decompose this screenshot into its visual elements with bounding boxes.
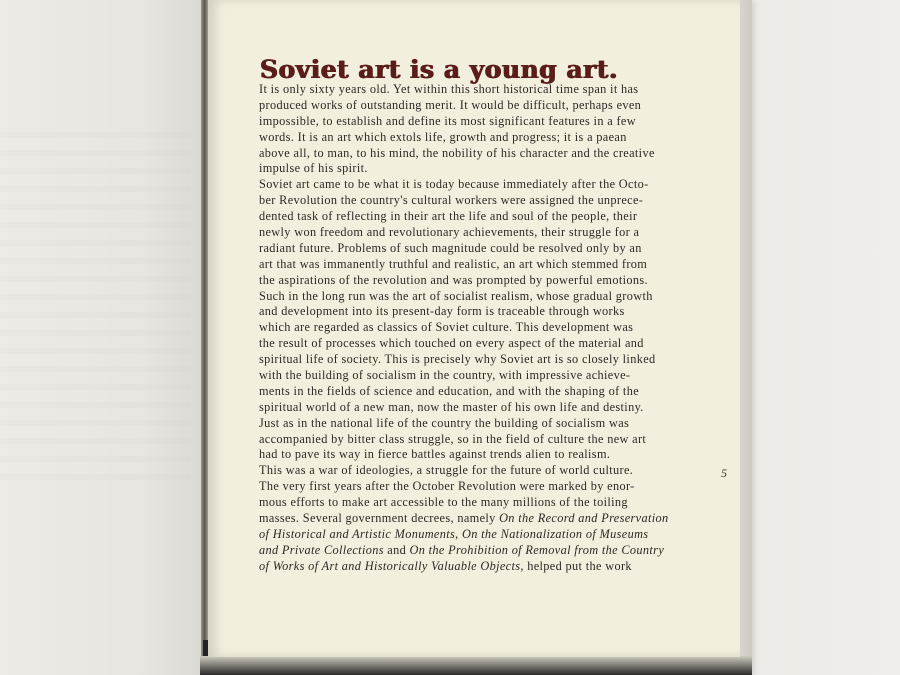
text-segment: and	[383, 542, 410, 557]
text-line: spiritual life of society. This is precisely why Soviet art is so closely linked	[259, 352, 656, 367]
text-line: This was a war of ideologies, a struggle for the future of world culture.	[259, 463, 634, 478]
text-segment: ,	[455, 526, 462, 541]
left-page	[0, 0, 210, 675]
text-line: above all, to man, to his mind, the nobility of his character and the creative	[259, 145, 655, 160]
text-line: ber Revolution the country's cultural workers were assigned the unprece-	[259, 193, 644, 208]
text-line: newly won freedom and revolutionary achievements, their struggle for a	[259, 225, 640, 240]
text-line: the result of processes which touched on every aspect of the material and	[259, 336, 644, 351]
page-stack-edge	[740, 0, 752, 675]
decree-title: and Private Collections	[259, 542, 384, 557]
book-bottom-edge	[200, 656, 752, 675]
text-line: Soviet art came to be what it is today because immediately after the Octo-	[259, 177, 649, 192]
text-line: words. It is an art which extols life, growth and progress; it is a paean	[259, 129, 627, 144]
text-line: which are regarded as classics of Soviet culture. This development was	[259, 320, 634, 335]
text-segment: masses. Several government decrees, namely	[259, 511, 500, 526]
decree-title: On the Nationalization of Museums	[462, 526, 649, 541]
text-line	[259, 559, 699, 575]
text-line: produced works of outstanding merit. It would be difficult, perhaps even	[259, 97, 642, 112]
page-number: 5	[721, 466, 727, 480]
text-line: spiritual world of a new man, now the master of his own life and destiny.	[259, 399, 644, 414]
decree-title: On the Record and Preservation	[499, 511, 669, 526]
page-title: Soviet art is a young art.	[260, 55, 619, 84]
text-line: impossible, to establish and define its most significant features in a few	[259, 113, 636, 128]
text-line: The very first years after the October Revolution were marked by enor-	[259, 479, 635, 494]
text-line: dented task of reflecting in their art the life and soul of the people, their	[259, 209, 638, 224]
text-line: mous efforts to make art accessible to the many millions of the toiling	[259, 495, 628, 510]
text-line: Such in the long run was the art of socialist realism, whose gradual growth	[259, 288, 653, 303]
decree-title: On the Prohibition of Removal from the Country	[409, 542, 665, 557]
text-line: and development into its present-day form is traceable through works	[259, 304, 625, 319]
text-line	[259, 511, 699, 527]
text-line: ments in the fields of science and education, and with the shaping of the	[259, 383, 640, 398]
text-line: It is only sixty years old. Yet within this short historical time span it has	[259, 82, 639, 96]
text-line	[259, 527, 699, 543]
text-line: had to pave its way in fierce battles against trends alien to realism.	[259, 447, 611, 462]
body-text	[259, 82, 699, 575]
text-line: radiant future. Problems of such magnitude could be resolved only by an	[259, 240, 642, 255]
text-line: Just as in the national life of the country the building of socialism was	[259, 415, 630, 430]
text-line: with the building of socialism in the country, with impressive achieve-	[259, 368, 631, 383]
decree-title: of Works of Art and Historically Valuable Objects	[259, 558, 521, 573]
right-page	[208, 0, 740, 657]
decree-title: of Historical and Artistic Monuments	[259, 526, 456, 541]
text-line: impulse of his spirit.	[259, 161, 368, 176]
text-line: art that was immanently truthful and realistic, an art which stemmed from	[259, 256, 648, 271]
text-line: accompanied by bitter class struggle, so in the field of culture the new art	[259, 431, 647, 446]
text-line	[259, 543, 699, 559]
text-segment: , helped put the work	[520, 558, 632, 573]
left-page-show-through	[0, 120, 190, 480]
text-line: the aspirations of the revolution and was prompted by powerful emotions.	[259, 272, 648, 287]
